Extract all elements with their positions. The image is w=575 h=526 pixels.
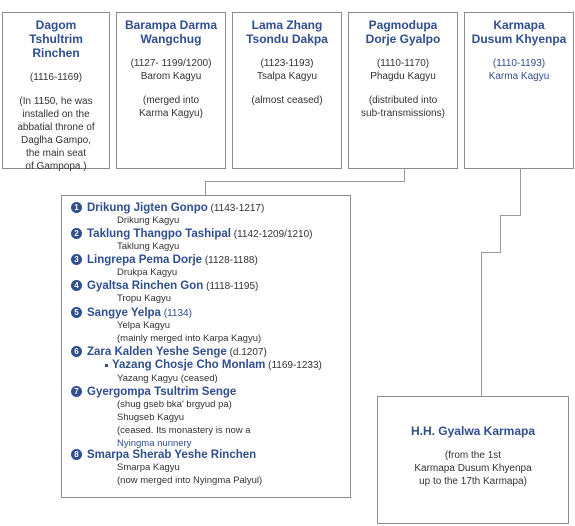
lineage-number-badge: 1 <box>71 202 82 213</box>
founder-note: (merged into <box>142 95 200 106</box>
karmapa-title: H.H. Gyalwa Karmapa <box>410 424 536 438</box>
lineage-dates: (1118-1195) <box>206 281 259 292</box>
lineage-dates: (1134) <box>163 308 192 319</box>
connector-karmapa-h1 <box>500 215 521 216</box>
founder-note: (In 1150, he was <box>19 96 93 107</box>
founder-name: Karmapa Dusum Khyenpa <box>471 18 567 46</box>
founder-box-lama-zhang <box>232 12 342 169</box>
karmapa-note: up to the 17th Karmapa) <box>419 476 527 487</box>
founder-lineage: Tsalpa Kagyu <box>256 71 318 82</box>
lineage-founder-name: Lingrepa Pema Dorje <box>87 254 203 266</box>
lineage-school: Shugseb Kagyu <box>117 412 185 423</box>
founder-note: installed on the <box>22 109 90 120</box>
lineage-dates: (1142-1209/1210) <box>233 229 313 240</box>
lineage-school: Smarpa Kagyu <box>117 462 180 473</box>
sub-lineage-entry <box>105 358 322 373</box>
pagmodupa-lineages-list <box>61 195 351 498</box>
lineage-school: Drukpa Kagyu <box>117 267 178 278</box>
lineage-school: Tropu Kagyu <box>117 293 172 304</box>
sub-lineage-dates: (1169-1233) <box>268 360 322 371</box>
founder-note: the main seat <box>25 148 87 159</box>
founder-dates: (1116-1169) <box>29 72 83 83</box>
founder-dates: (1123-1193) <box>260 58 314 69</box>
lineage-founder-name: Gyergompa Tsultrim Senge <box>87 386 237 398</box>
lineage-number-badge: 6 <box>71 346 82 357</box>
connector-to-list <box>205 181 206 195</box>
lineage-dates: (1128-1188) <box>204 255 258 266</box>
lineage-school: Taklung Kagyu <box>117 241 180 252</box>
founder-dates: (1110-1170) <box>376 58 430 69</box>
lineage-founder-name: Smarpa Sherab Yeshe Rinchen <box>87 449 257 461</box>
founder-note: abbatial throne of <box>17 122 95 133</box>
founder-note: Daglha Gampo, <box>20 135 92 146</box>
founder-name: Lama Zhang Tsondu Dakpa <box>246 18 328 46</box>
connector-karmapa-v1 <box>520 168 521 216</box>
founder-lineage: Barom Kagyu <box>140 71 202 82</box>
lineage-note: (ceased. Its monastery is now a <box>117 425 251 436</box>
lineage-number-badge: 2 <box>71 228 82 239</box>
founder-name: Barampa Darma Wangchug <box>124 18 218 46</box>
lineage-note: (now merged into Nyingma Palyul) <box>117 475 263 486</box>
founder-dates: (1110-1193) <box>492 58 546 69</box>
founder-note: sub-transmissions) <box>361 108 445 119</box>
connector-karmapa-v3 <box>481 252 482 396</box>
lineage-founder-name: Sangye Yelpa <box>87 307 161 319</box>
founder-note: (almost ceased) <box>251 95 323 106</box>
founder-box-pagmodupa <box>348 12 458 169</box>
founder-lineage: Phagdu Kagyu <box>370 71 436 82</box>
founder-note: of Gampopa.) <box>25 161 87 172</box>
founder-box-karmapa <box>464 12 574 169</box>
sub-lineage-school: Yazang Kagyu (ceased) <box>117 373 218 384</box>
founder-lineage: Karma Kagyu <box>488 71 550 82</box>
lineage-number-badge: 8 <box>71 449 82 460</box>
karmapa-note: Karmapa Dusum Khyenpa <box>414 463 532 474</box>
connector-pagmodupa-down <box>404 168 405 182</box>
connector-horizontal-top <box>205 181 405 182</box>
lineage-note: (mainly merged into Karpa Kagyu) <box>117 333 262 344</box>
bullet-icon <box>105 364 108 367</box>
karmapa-note: (from the 1st <box>444 450 502 461</box>
lineage-number-badge: 5 <box>71 307 82 318</box>
lineage-number-badge: 4 <box>71 280 82 291</box>
connector-karmapa-h2 <box>481 252 501 253</box>
gyalwa-karmapa-box <box>377 396 569 524</box>
connector-karmapa-v2 <box>500 215 501 253</box>
founder-note: Karma Kagyu) <box>139 108 203 119</box>
lineage-founder-name: Gyaltsa Rinchen Gon <box>87 280 204 292</box>
founder-box-barampa <box>116 12 226 169</box>
founder-dates: (1127- 1199/1200) <box>130 58 212 69</box>
founder-note: (distributed into <box>368 95 438 106</box>
lineage-founder-name: Zara Kalden Yeshe Senge <box>87 346 227 358</box>
sub-lineage-name: Yazang Chosje Cho Monlam <box>112 359 266 371</box>
nyingma-nunnery-link[interactable]: Nyingma nunnery <box>117 438 192 449</box>
lineage-note: (shug gseb bka' brgyud pa) <box>117 399 232 410</box>
founder-name: Dagom Tshultrim Rinchen <box>29 18 83 60</box>
founder-name: Pagmodupa Dorje Gyalpo <box>365 18 441 46</box>
lineage-school: Yelpa Kagyu <box>117 320 171 331</box>
lineage-number-badge: 3 <box>71 254 82 265</box>
founder-box-dagom <box>2 12 110 172</box>
lineage-dates: (d.1207) <box>229 347 267 358</box>
lineage-school: Drikung Kagyu <box>117 215 180 226</box>
lineage-dates: (1143-1217) <box>210 203 265 214</box>
lineage-number-badge: 7 <box>71 386 82 397</box>
lineage-founder-name: Drikung Jigten Gonpo <box>87 202 208 214</box>
lineage-founder-name: Taklung Thangpo Tashipal <box>87 228 231 240</box>
